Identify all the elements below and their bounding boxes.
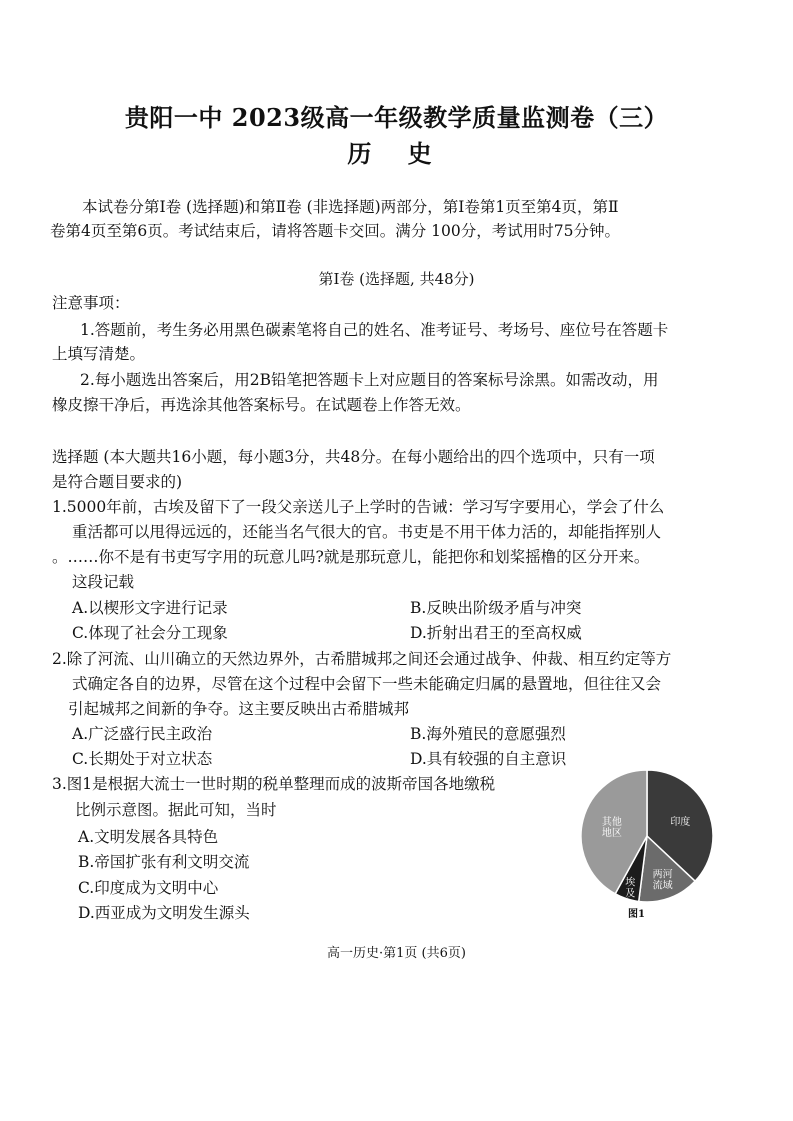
section-heading: 第Ⅰ卷 (选择题, 共48分)	[318, 270, 475, 288]
q2-option-b: B.海外殖民的意愿强烈	[410, 725, 566, 743]
notice-line-4: 橡皮擦干净后，再选涂其他答案标号。在试题卷上作答无效。	[52, 396, 471, 414]
pie-label-3: 埃及	[625, 877, 636, 900]
q1-option-a: A.以楔形文字进行记录	[72, 599, 228, 617]
q2-line-3: 引起城邦之间新的争夺。这主要反映出古希腊城邦	[68, 700, 410, 718]
notice-line-2: 上填写清楚。	[52, 345, 146, 363]
pie-slices	[581, 770, 713, 902]
intro-line-2: 卷第4页至第6页。考试结束后，请将答题卡交回。满分 100分，考试用时75分钟。	[50, 222, 620, 240]
q3-option-a: A.文明发展各具特色	[78, 828, 219, 846]
q3-option-b: B.帝国扩张有利文明交流	[78, 853, 250, 871]
q2-line-1: 2.除了河流、山川确立的天然边界外，古希腊城邦之间还会通过战争、仲裁、相互约定等方	[52, 650, 672, 668]
pie-label-4: 其他地区	[601, 816, 622, 839]
q3-option-d: D.西亚成为文明发生源头	[78, 904, 250, 922]
tax-share-pie-chart	[572, 770, 722, 905]
q1-option-b: B.反映出阶级矛盾与冲突	[410, 599, 582, 617]
q1-option-d: D.折射出君王的至高权威	[410, 624, 582, 642]
q2-option-c: C.长期处于对立状态	[72, 750, 213, 768]
q3-line-1: 3.图1是根据大流士一世时期的税单整理而成的波斯帝国各地缴税	[52, 775, 496, 793]
pie-label-1: 印度	[670, 817, 691, 829]
q3-option-c: C.印度成为文明中心	[78, 879, 219, 897]
instructions-line-1: 选择题 (本大题共16小题，每小题3分，共48分。在每小题给出的四个选项中，只有一项	[52, 448, 655, 466]
instructions-line-2: 是符合题目要求的)	[52, 473, 183, 491]
q3-line-2: 比例示意图。据此可知，当时	[75, 801, 277, 819]
subject-title: 历 史	[347, 139, 446, 168]
notice-line-3: 2.每小题选出答案后，用2B铅笔把答题卡上对应题目的答案标号涂黑。如需改动，用	[80, 371, 659, 389]
notice-label: 注意事项：	[52, 294, 130, 312]
q1-line-4: 这段记载	[72, 573, 135, 591]
figure-caption: 图1	[628, 909, 645, 920]
exam-title: 贵阳一中 2023级高一年级教学质量监测卷（三）	[124, 103, 669, 132]
q2-line-2: 式确定各自的边界，尽管在这个过程中会留下一些未能确定归属的悬置地，但往往又会	[72, 675, 662, 693]
q1-line-3: 。……你不是有书吏写字用的玩意儿吗?就是那玩意儿，能把你和划桨摇橹的区分开来。	[52, 548, 650, 566]
notice-line-1: 1.答题前，考生务必用黑色碳素笔将自己的姓名、准考证号、考场号、座位号在答题卡	[80, 321, 669, 339]
intro-line-1: 本试卷分第Ⅰ卷 (选择题)和第Ⅱ卷 (非选择题)两部分，第Ⅰ卷第1页至第4页，第Ⅱ	[82, 198, 619, 216]
pie-label-2: 两河流域	[652, 869, 673, 892]
q1-option-c: C.体现了社会分工现象	[72, 624, 228, 642]
q1-line-2: 重活都可以甩得远远的，还能当名气很大的官。书吏是不用干体力活的，却能指挥别人	[72, 523, 662, 541]
q2-option-d: D.具有较强的自主意识	[410, 750, 567, 768]
q2-option-a: A.广泛盛行民主政治	[72, 725, 213, 743]
q1-line-1: 1.5000年前，古埃及留下了一段父亲送儿子上学时的告诫：学习写字要用心，学会了什么	[52, 498, 665, 516]
page-footer: 高一历史·第1页 (共6页)	[327, 946, 466, 961]
